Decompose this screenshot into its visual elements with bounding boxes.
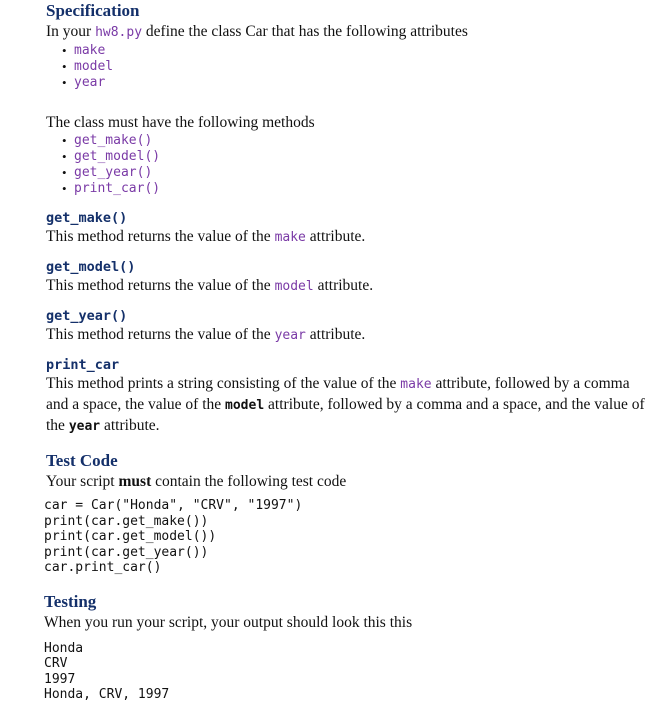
output-line: Honda, CRV, 1997 — [44, 687, 170, 702]
testing-heading: Testing — [44, 591, 97, 611]
list-item: • get_year() — [74, 165, 645, 181]
specification-intro: In your hw8.py define the class Car that has the following attributes — [46, 23, 468, 40]
expected-output — [44, 641, 645, 703]
list-item: • print_car() — [74, 181, 645, 197]
list-item: • year — [74, 75, 645, 91]
code-line: car.print_car() — [44, 560, 162, 575]
method-description: This method returns the value of the model attribute. — [46, 277, 374, 294]
testing-intro: When you run your script, your output should look this this — [44, 613, 413, 631]
test-code-block — [44, 498, 645, 576]
method-doc-get-year — [46, 307, 645, 346]
code-line: print(car.get_model()) — [44, 529, 217, 544]
method-list — [46, 133, 645, 197]
method-doc-get-make — [46, 209, 645, 248]
output-line: 1997 — [44, 671, 76, 687]
method-description: This method returns the value of the make attribute. — [46, 228, 366, 245]
method-doc-print-car — [46, 356, 645, 437]
test-code-heading: Test Code — [46, 451, 118, 470]
method-description: This method prints a string consisting of the value of the make attribute, followed by a comma and a space, the value of the model attribute, followed by a comma and a space, and the value of the year attribute. — [46, 375, 645, 434]
method-description: This method returns the value of the year attribute. — [46, 326, 366, 343]
method-doc-get-model — [46, 258, 645, 297]
list-item: • get_model() — [74, 149, 645, 165]
specification-heading: Specification — [46, 1, 140, 20]
method-name: print_car — [46, 357, 120, 373]
output-line: Honda — [44, 640, 84, 656]
list-item: • model — [74, 59, 645, 75]
methods-intro: The class must have the following methods — [46, 114, 315, 131]
filename: hw8.py — [95, 25, 143, 40]
code-line: print(car.get_year()) — [44, 544, 209, 560]
list-item: • make — [74, 43, 645, 59]
attribute-list — [46, 43, 645, 91]
list-item: • get_make() — [74, 133, 645, 149]
output-line: CRV — [44, 656, 68, 671]
method-name: get_make() — [46, 210, 128, 226]
method-name: get_model() — [46, 259, 136, 275]
test-code-intro: Your script must contain the following test code — [46, 473, 347, 490]
code-line: print(car.get_make()) — [44, 513, 209, 529]
method-name: get_year() — [46, 308, 128, 324]
code-line: car = Car("Honda", "CRV", "1997") — [44, 498, 303, 513]
